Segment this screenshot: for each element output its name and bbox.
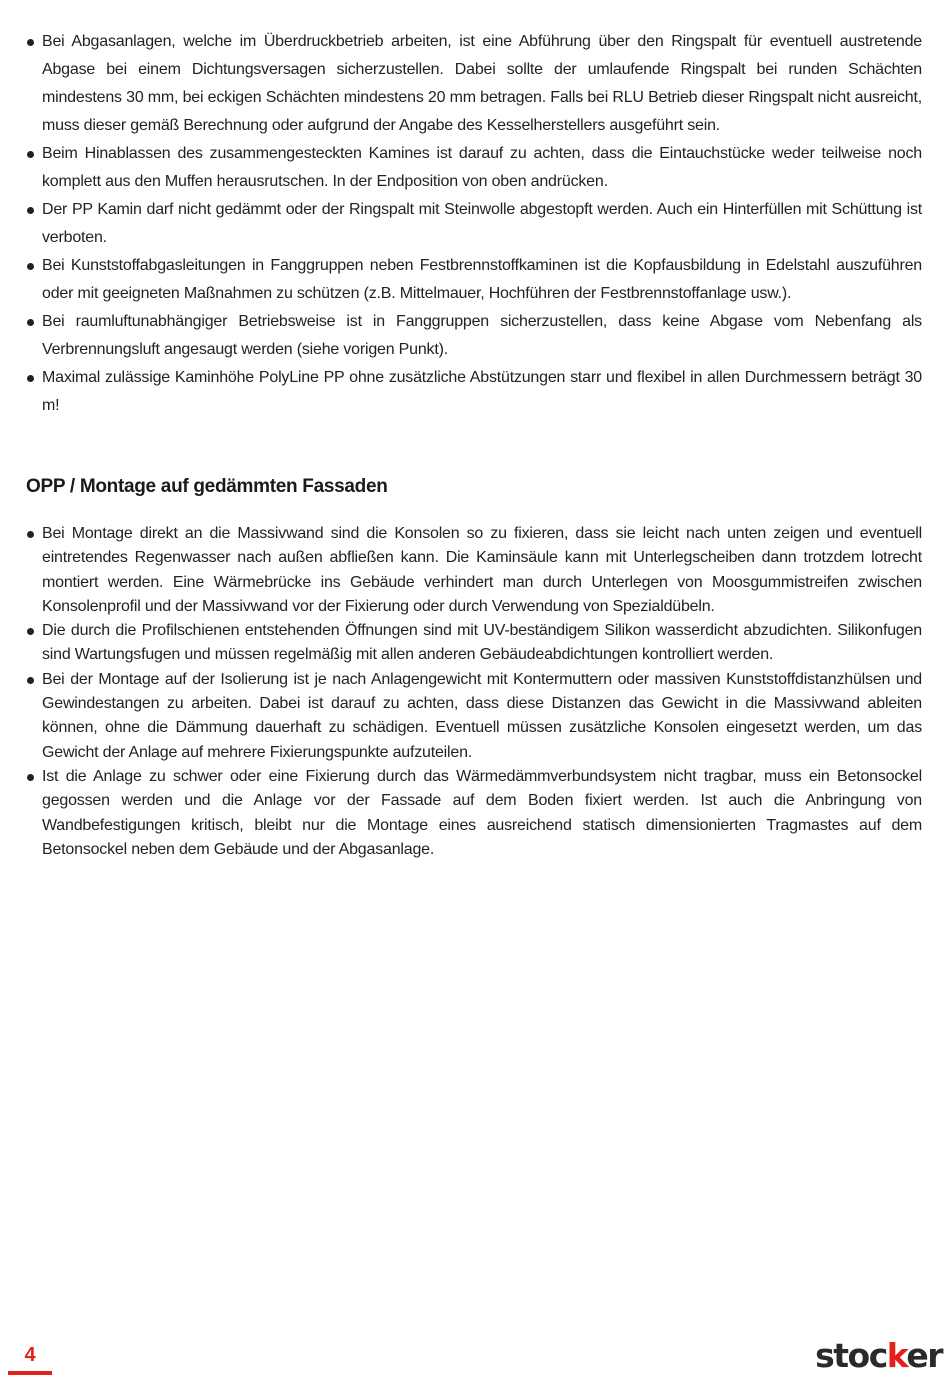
page-number: 4 <box>24 1344 36 1366</box>
list-item: Bei raumluftunabhängiger Betriebsweise ist in Fanggruppen sicherzustellen, dass keine Abgase vom Nebenfang als Verbrennungsluft angesaugt werden (siehe vorigen Punkt). <box>26 308 922 364</box>
list-item: Beim Hinablassen des zusammengesteckten Kamines ist darauf zu achten, dass die Eintauchstücke weder teilweise noch komplett aus den Muffen herausrutschen. In der Endposition von oben andrücken. <box>26 140 922 196</box>
logo-text-end: er <box>906 1336 942 1375</box>
list-item: Der PP Kamin darf nicht gedämmt oder der Ringspalt mit Steinwolle abgestopft werden. Auch ein Hinterfüllen mit Schüttung ist verboten. <box>26 196 922 252</box>
section-heading: OPP / Montage auf gedämmten Fassaden <box>26 476 388 497</box>
list-item: Maximal zulässige Kaminhöhe PolyLine PP ohne zusätzliche Abstützungen starr und flexibel in allen Durchmessern beträgt 30 m! <box>26 364 922 420</box>
list-item: Die durch die Profilschienen entstehenden Öffnungen sind mit UV-beständigem Silikon wasserdicht abzudichten. Silikonfugen sind Wartungsfugen und müssen regelmäßig mit allen anderen Gebäudeabdichtungen kontrolliert werden. <box>26 619 922 668</box>
list-item: Bei der Montage auf der Isolierung ist je nach Anlagengewicht mit Kontermuttern oder massiven Kunststoffdistanzhülsen und Gewindestangen zu arbeiten. Dabei ist darauf zu achten, dass diese Distanzen das Gewicht in die Massivwand ableiten können, ohne die Dämmung dauerhaft zu schädigen. Eventuell müssen zusätzliche Konsolen eingesetzt werden, um das Gewicht der Anlage auf mehrere Fixierungspunkte aufzuteilen. <box>26 668 922 765</box>
list-item: Bei Kunststoffabgasleitungen in Fanggruppen neben Festbrennstoffkaminen ist die Kopfausbildung in Edelstahl auszuführen oder mit geeigneten Maßnahmen zu schützen (z.B. Mittelmauer, Hochführen der Festbrennstoffanlage usw.). <box>26 252 922 308</box>
logo-text-start: stoc <box>815 1336 887 1375</box>
bullet-list-facade-mounting <box>26 522 922 862</box>
logo-text-accent: k <box>886 1336 907 1375</box>
list-item: Bei Montage direkt an die Massivwand sind die Konsolen so zu fixieren, dass sie leicht nach unten zeigen und eventuell eintretendes Regenwasser nach außen abfließen kann. Die Kaminsäule kann mit Unterlegscheiben dann trotzdem lotrecht montiert werden. Eine Wärmebrücke ins Gebäude verhindert man durch Unterlegen von Moosgummistreifen zwischen Konsolenprofil und der Massivwand vor der Fixierung oder durch Verwendung von Spezialdübeln. <box>26 522 922 619</box>
bullet-list-installation-notes <box>26 28 922 420</box>
list-item: Ist die Anlage zu schwer oder eine Fixierung durch das Wärmedämmverbundsystem nicht tragbar, muss ein Betonsockel gegossen werden und die Anlage vor der Fassade auf dem Boden fixiert werden. Ist auch die Anbringung von Wandbefestigungen kritisch, bleibt nur die Montage eines ausreichend statisch dimensionierten Tragmastes auf dem Betonsockel neben dem Gebäude und der Abgasanlage. <box>26 765 922 862</box>
list-item: Bei Abgasanlagen, welche im Überdruckbetrieb arbeiten, ist eine Abführung über den Ringspalt für eventuell austretende Abgase bei einem Dichtungsversagen sicherzustellen. Dabei sollte der umlaufende Ringspalt bei runden Schächten mindestens 30 mm, bei eckigen Schächten mindestens 20 mm betragen. Falls bei RLU Betrieb dieser Ringspalt nicht ausreicht, muss dieser gemäß Berechnung oder aufgrund der Angabe des Kesselherstellers ausgeführt sein. <box>26 28 922 140</box>
page-content <box>26 28 922 862</box>
page-number-underline <box>8 1371 52 1375</box>
stocker-logo <box>815 1336 942 1380</box>
